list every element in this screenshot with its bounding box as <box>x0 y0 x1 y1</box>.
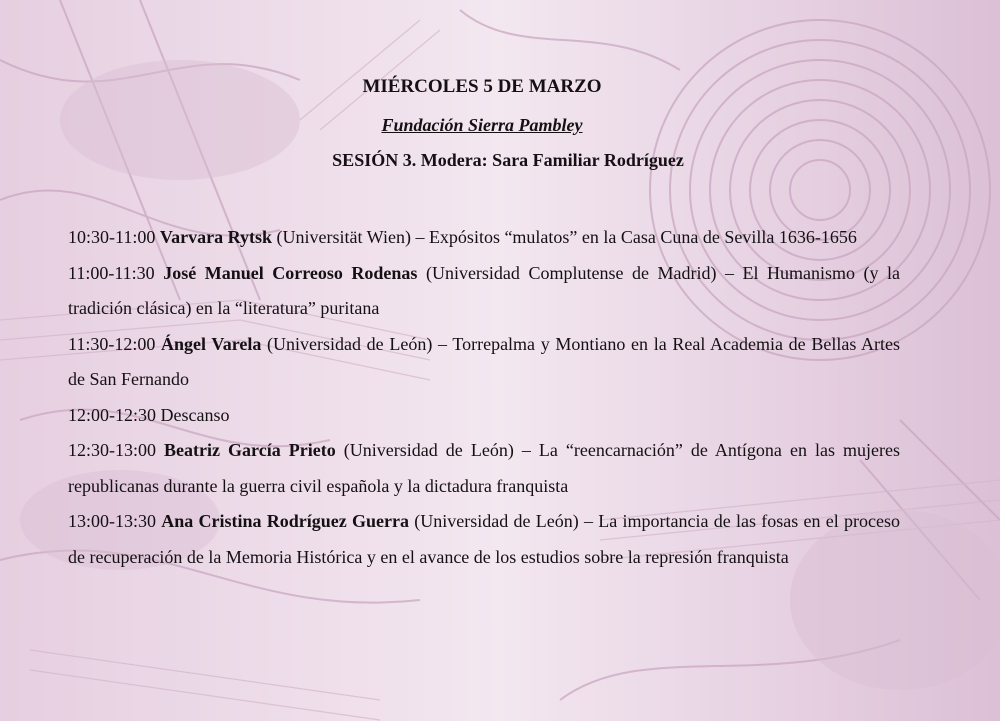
entry-time: 11:00-11:30 <box>68 262 155 283</box>
entry-speaker: José Manuel Correoso Rodenas <box>163 262 418 283</box>
entry-affiliation: (Universidad Complutense de Madrid) <box>425 262 717 283</box>
entry-title: Descanso <box>160 404 230 425</box>
program-entry <box>68 220 900 256</box>
entry-affiliation: (Universidad de León) <box>414 511 579 531</box>
program-entry <box>68 327 900 398</box>
entry-title: – Torrepalma y Montiano en la Real Academia de Bellas Artes de San Fernando <box>68 333 900 389</box>
program-entry <box>68 433 900 504</box>
program-entry <box>68 504 900 575</box>
entry-time: 12:30-13:00 <box>68 440 156 460</box>
entry-speaker: Varvara Rytsk <box>159 227 273 247</box>
entry-title: – El Humanismo (y la tradición clásica) en la “literatura” puritana <box>68 262 901 318</box>
program-entry <box>68 398 900 434</box>
entry-speaker: Ana Cristina Rodríguez Guerra <box>161 511 410 531</box>
entry-time: 13:00-13:30 <box>68 511 156 531</box>
venue-name: Fundación Sierra Pambley <box>381 115 583 135</box>
entry-affiliation: (Universität Wien) <box>276 227 411 247</box>
program-entry <box>68 256 900 327</box>
entry-title: – La importancia de las fosas en el proceso de recuperación de la Memoria Histórica y en el avance de los estudios sobre la represión franquista <box>68 511 901 567</box>
entry-title: – La “reencarnación” de Antígona en las mujeres republicanas durante la guerra civil española y la dictadura franquista <box>68 440 901 496</box>
entry-time: 12:00-12:30 <box>68 404 156 425</box>
entry-title: – Expósitos “mulatos” en la Casa Cuna de Sevilla 1636-1656 <box>415 227 857 247</box>
entry-speaker: Beatriz García Prieto <box>164 440 336 460</box>
entry-time: 11:30-12:00 <box>68 333 156 354</box>
event-date: MIÉRCOLES 5 DE MARZO <box>362 76 602 97</box>
program-list <box>68 220 900 575</box>
session-heading: SESIÓN 3. Modera: Sara Familiar Rodríguez <box>332 150 684 170</box>
entry-affiliation: (Universidad de León) <box>267 333 433 354</box>
entry-affiliation: (Universidad de León) <box>343 440 514 460</box>
entry-time: 10:30-11:00 <box>68 227 156 247</box>
entry-speaker: Ángel Varela <box>161 333 262 354</box>
